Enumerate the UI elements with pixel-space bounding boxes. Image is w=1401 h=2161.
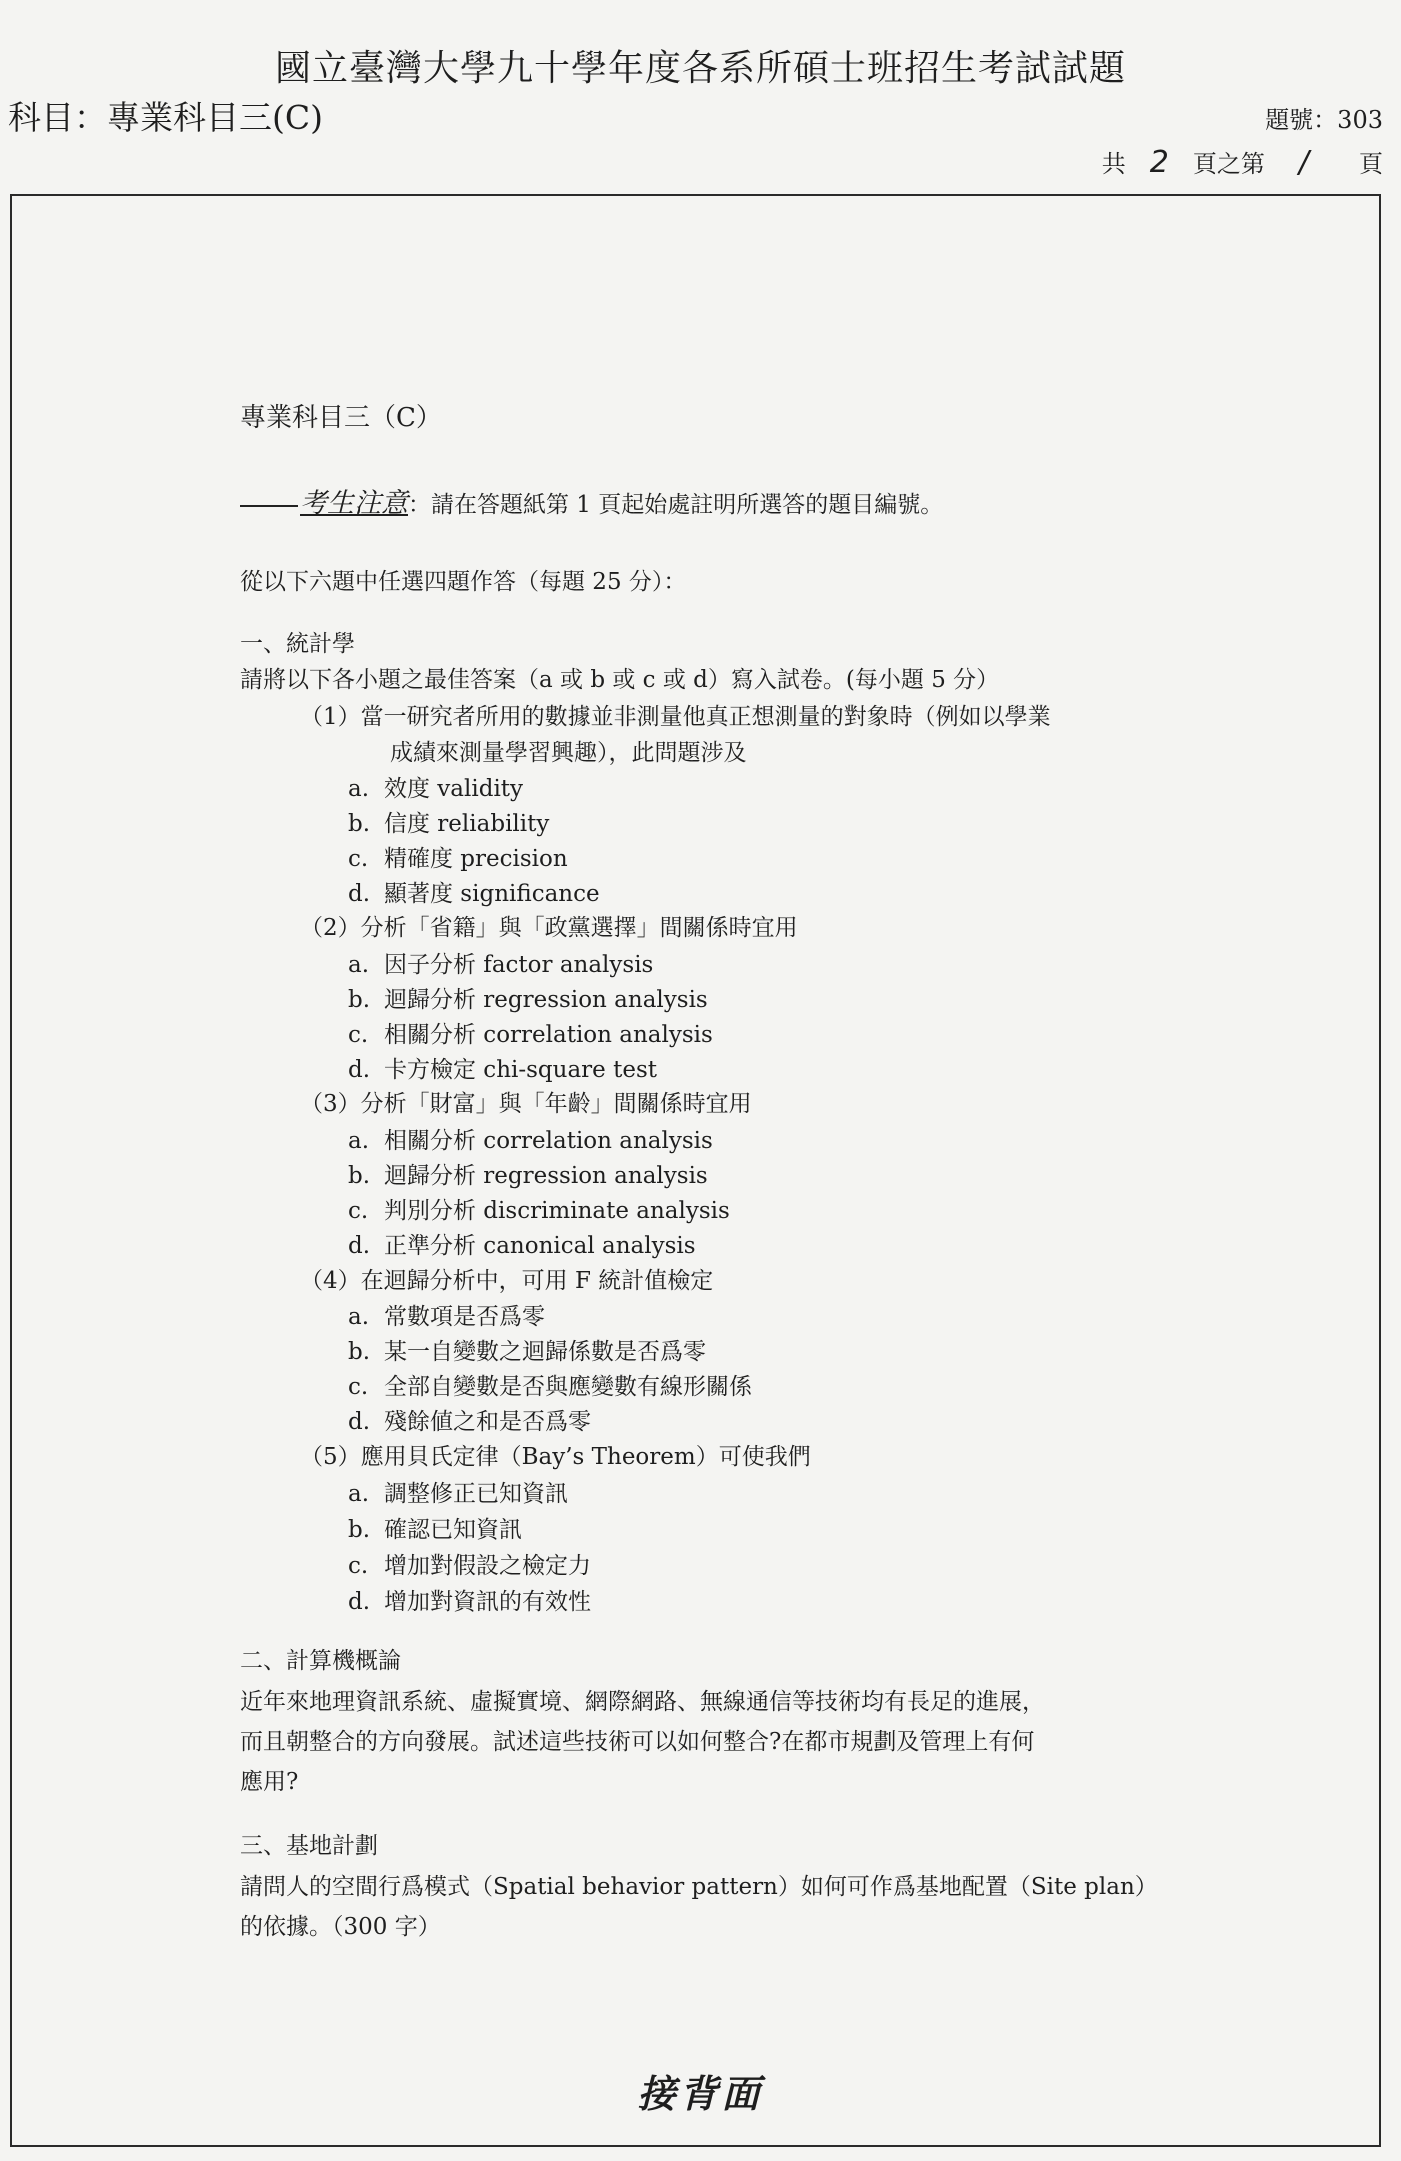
q5-option-b	[348, 1516, 522, 1544]
option-text: 因子分析 factor analysis	[384, 952, 654, 978]
option-text: 某一自變數之迴歸係數是否爲零	[384, 1339, 706, 1365]
part3-line-2: 的依據。（300 字）	[240, 1914, 441, 1940]
option-letter: c.	[348, 1553, 369, 1579]
option-letter: d.	[348, 1409, 371, 1435]
q2-option-a	[348, 951, 653, 979]
option-text: 迴歸分析 regression analysis	[384, 1163, 708, 1189]
exam-title: 國立臺灣大學九十學年度各系所碩士班招生考試試題	[274, 48, 1126, 89]
q2-stem: （2）分析「省籍」與「政黨選擇」間關係時宜用	[300, 915, 798, 941]
q5-option-d	[348, 1588, 591, 1616]
part1-intro: 請將以下各小題之最佳答案（a 或 b 或 c 或 d）寫入試卷。(每小題 5 分）	[240, 667, 1000, 693]
q3-option-c	[348, 1197, 730, 1225]
option-text: 增加對資訊的有效性	[384, 1589, 591, 1615]
q3-option-a	[348, 1127, 713, 1155]
continue-note: 接背面	[637, 2071, 764, 2116]
option-text: 全部自變數是否與應變數有線形關係	[384, 1374, 752, 1400]
page-total: 2	[1149, 145, 1169, 180]
question-number: 題號：303	[1265, 106, 1383, 134]
page-current: /	[1298, 145, 1309, 180]
option-letter: a.	[348, 1481, 370, 1507]
option-text: 判別分析 discriminate analysis	[384, 1198, 730, 1224]
option-letter: b.	[348, 811, 371, 837]
option-text: 顯著度 significance	[384, 881, 600, 907]
instructions: 從以下六題中任選四題作答（每題 25 分）：	[240, 569, 687, 595]
q4-option-d	[348, 1408, 591, 1436]
option-text: 卡方檢定 chi-square test	[384, 1057, 658, 1083]
part2-line-2: 而且朝整合的方向發展。試述這些技術可以如何整合?在都市規劃及管理上有何	[240, 1729, 1035, 1755]
option-letter: b.	[348, 1517, 371, 1543]
q2-option-b	[348, 986, 708, 1014]
q3-stem: （3）分析「財富」與「年齡」間關係時宜用	[300, 1091, 752, 1117]
part3-heading: 三、基地計劃	[240, 1833, 378, 1859]
option-text: 迴歸分析 regression analysis	[384, 987, 708, 1013]
q2-option-d	[348, 1056, 657, 1084]
option-letter: d.	[348, 881, 371, 907]
section-title: 專業科目三（C）	[240, 403, 442, 433]
option-text: 增加對假設之檢定力	[384, 1553, 591, 1579]
option-text: 調整修正已知資訊	[384, 1481, 568, 1507]
q1-stem-cont: 成績來測量學習興趣），此問題涉及	[390, 740, 747, 766]
notice-line	[240, 490, 943, 519]
option-letter: a.	[348, 952, 370, 978]
option-text: 確認已知資訊	[384, 1517, 522, 1543]
option-letter: c.	[348, 1374, 369, 1400]
part1-heading: 一、統計學	[240, 631, 355, 657]
q4-stem: （4）在迴歸分析中，可用 F 統計值檢定	[300, 1268, 714, 1294]
option-letter: b.	[348, 1163, 371, 1189]
q1-option-d	[348, 880, 600, 908]
q4-option-c	[348, 1373, 752, 1401]
q1-option-a	[348, 775, 523, 803]
notice-label: 考生注意	[300, 488, 408, 519]
page-indicator	[1102, 144, 1383, 180]
subject-line: 科目：專業科目三(C)	[8, 98, 323, 137]
option-letter: a.	[348, 1304, 370, 1330]
page-middle: 頁之第	[1192, 150, 1265, 178]
q5-option-a	[348, 1480, 568, 1508]
option-text: 精確度 precision	[384, 846, 568, 872]
page-suffix: 頁	[1359, 150, 1383, 178]
notice-dash	[240, 505, 298, 507]
option-letter: b.	[348, 1339, 371, 1365]
option-letter: a.	[348, 1128, 370, 1154]
part2-line-1: 近年來地理資訊系統、虛擬實境、網際網路、無線通信等技術均有長足的進展，	[240, 1689, 1045, 1715]
option-letter: d.	[348, 1233, 371, 1259]
option-letter: d.	[348, 1057, 371, 1083]
page-prefix: 共	[1101, 150, 1126, 178]
option-text: 殘餘値之和是否爲零	[384, 1409, 591, 1435]
option-letter: a.	[348, 776, 370, 802]
notice-text: ：請在答題紙第 1 頁起始處註明所選答的題目編號。	[408, 492, 944, 518]
q4-option-a	[348, 1303, 545, 1331]
option-text: 相關分析 correlation analysis	[384, 1022, 713, 1048]
option-letter: b.	[348, 987, 371, 1013]
option-letter: c.	[348, 846, 369, 872]
part2-heading: 二、計算機概論	[240, 1648, 401, 1674]
option-text: 效度 validity	[384, 776, 524, 802]
q2-option-c	[348, 1021, 713, 1049]
part2-line-3: 應用?	[240, 1769, 299, 1795]
option-text: 常數項是否爲零	[384, 1304, 545, 1330]
option-letter: c.	[348, 1198, 369, 1224]
q1-stem: （1）當一研究者所用的數據並非測量他真正想測量的對象時（例如以學業	[300, 704, 1051, 730]
option-letter: d.	[348, 1589, 371, 1615]
q3-option-b	[348, 1162, 708, 1190]
option-text: 正準分析 canonical analysis	[384, 1233, 696, 1259]
option-text: 信度 reliability	[384, 811, 550, 837]
q4-option-b	[348, 1338, 706, 1366]
q5-stem: （5）應用貝氏定律（Bay’s Theorem）可使我們	[300, 1444, 811, 1470]
q1-option-c	[348, 845, 568, 873]
option-letter: c.	[348, 1022, 369, 1048]
q5-option-c	[348, 1552, 591, 1580]
q1-option-b	[348, 810, 549, 838]
option-text: 相關分析 correlation analysis	[384, 1128, 713, 1154]
part3-line-1: 請問人的空間行爲模式（Spatial behavior pattern）如何可作爲基地配置（Site plan）	[240, 1874, 1158, 1900]
q3-option-d	[348, 1232, 696, 1260]
